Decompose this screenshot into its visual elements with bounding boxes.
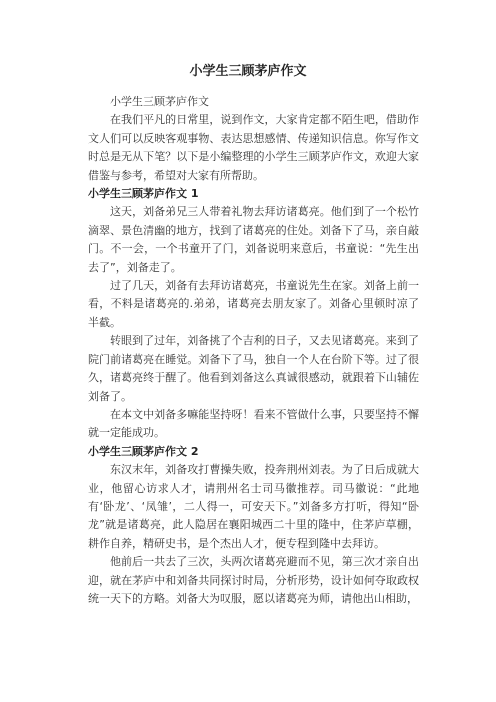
section-paragraph: 转眼到了过年，刘备挑了个吉利的日子，又去见诸葛亮。来到了院门前诸葛亮在睡觉。刘备下了马，独自一个人在台阶下等。过了很久，诸葛亮终于醒了。他看到刘备这么真诚很感动，就跟着下山辅佐刘备了。: [88, 334, 419, 403]
section-paragraph: 这天，刘备弟兄三人带着礼物去拜访诸葛亮。他们到了一个松竹滴翠、景色清幽的地方，找到了诸葛亮的住处。刘备下了马，亲自敲门。不一会，一个书童开了门，刘备说明来意后，书童说：“先生出去了”，刘备走了。: [88, 205, 419, 274]
document-title: 小学生三顾茅庐作文: [189, 64, 307, 79]
section-paragraph: 过了几天，刘备有去拜访诸葛亮，书童说先生在家。刘备上前一看，不料是诸葛亮的.弟弟，诸葛亮去朋友家了。刘备心里顿时凉了半截。: [88, 279, 419, 329]
document-subtitle: 小学生三顾茅庐作文: [110, 95, 209, 108]
document-body: [88, 93, 419, 608]
section-heading: 小学生三顾茅庐作文 1: [88, 187, 199, 201]
section-heading: 小学生三顾茅庐作文 2: [88, 444, 199, 458]
intro-paragraph: 在我们平凡的日常里，说到作文，大家肯定都不陌生吧，借助作文人们可以反映客观事物、表达思想感情、传递知识信息。你写作文时总是无从下笔？以下是小编整理的小学生三顾茅庐作文，欢迎大家借鉴与参考，希望对大家有所帮助。: [88, 113, 419, 182]
section-paragraph: 东汉末年，刘备攻打曹操失败，投奔荆州刘表。为了日后成就大业，他留心访求人才，请荆州名士司马徽推荐。司马徽说：“此地有‘卧龙’、‘凤雏’，二人得一，可安天下。”刘备多方打听，得知“卧龙”就是诸葛亮，此人隐居在襄阳城西二十里的隆中，住茅庐草棚，耕作自养，精研史书，是个杰出人才，便专程到隆中去拜访。: [88, 463, 419, 550]
section-paragraph: 他前后一共去了三次，头两次诸葛亮避而不见，第三次才亲自出迎，就在茅庐中和刘备共同探讨时局，分析形势，设计如何夺取政权统一天下的方略。刘备大为叹服，愿以诸葛亮为师，请他出山相助，: [88, 555, 419, 605]
section-paragraph: 在本文中刘备多嘛能坚持呀！看来不管做什么事，只要坚持不懈就一定能成功。: [88, 407, 419, 440]
